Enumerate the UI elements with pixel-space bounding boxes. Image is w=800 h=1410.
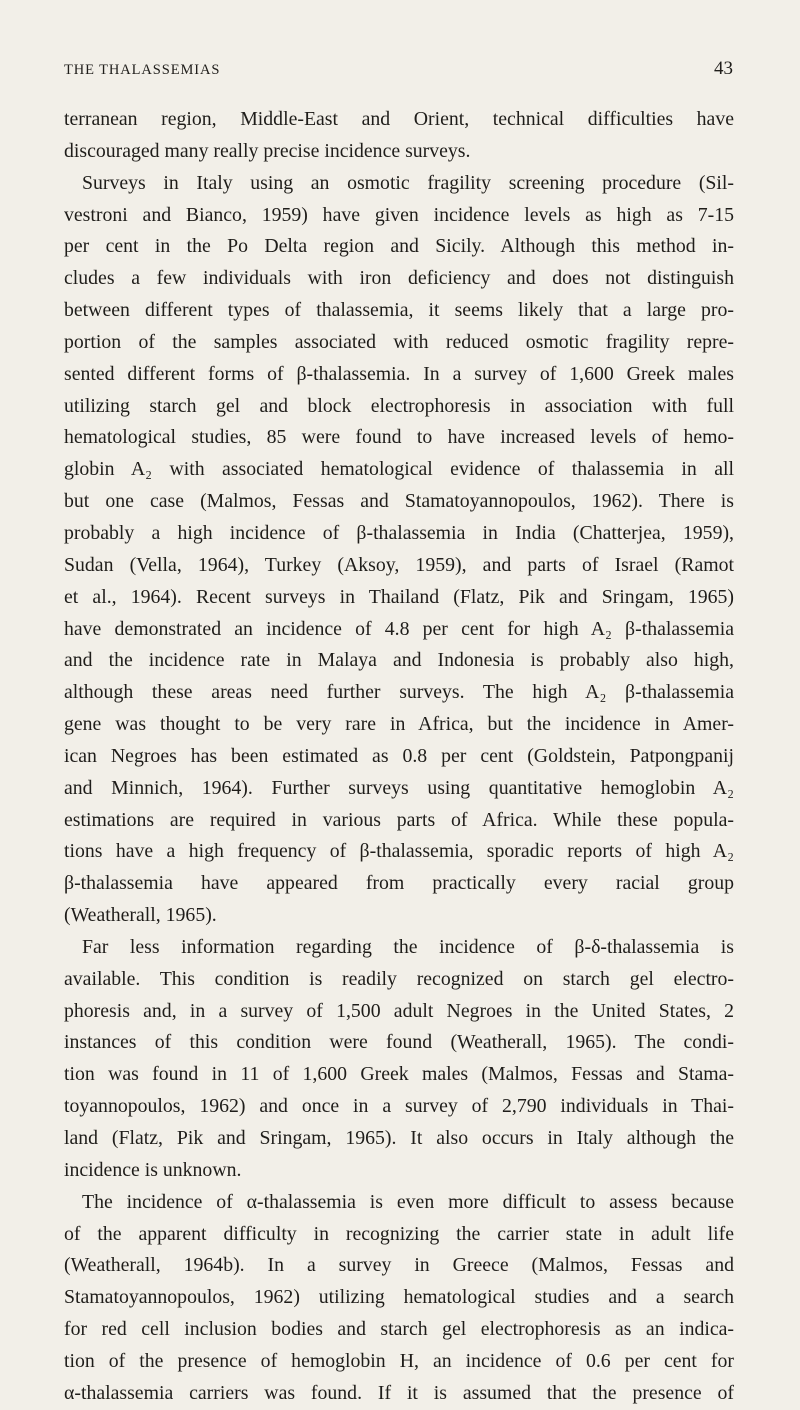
text-line: estimations are required in various parts of Africa. While these popula- xyxy=(64,808,734,831)
text-line: between different types of thalassemia, it seems likely that a large pro- xyxy=(64,299,734,322)
text-line: β-thalassemia have appeared from practically every racial group xyxy=(64,872,734,895)
text-line: per cent in the Po Delta region and Sicily. Although this method in- xyxy=(64,235,734,258)
text-line: incidence is unknown. xyxy=(64,1158,242,1181)
text-line: gene was thought to be very rare in Africa, but the incidence in Amer- xyxy=(64,713,734,736)
page-number: 43 xyxy=(714,58,733,79)
text-line: available. This condition is readily recognized on starch gel electro- xyxy=(64,967,734,990)
text-line: (Weatherall, 1965). xyxy=(64,904,217,927)
text-line: but one case (Malmos, Fessas and Stamatoyannopoulos, 1962). There is xyxy=(64,490,734,513)
text-line: and the incidence rate in Malaya and Indonesia is probably also high, xyxy=(64,649,734,672)
text-line: tion of the presence of hemoglobin H, an incidence of 0.6 per cent for xyxy=(64,1349,734,1372)
text-line: discouraged many really precise incidence surveys. xyxy=(64,139,471,162)
body-text xyxy=(64,104,734,1410)
text-line: probably a high incidence of β-thalassemia in India (Chatterjea, 1959), xyxy=(64,521,734,544)
text-line: instances of this condition were found (Weatherall, 1965). The condi- xyxy=(64,1031,734,1054)
running-head: THE THALASSEMIAS xyxy=(64,62,221,78)
text-line: vestroni and Bianco, 1959) have given incidence levels as high as 7-15 xyxy=(64,203,734,226)
text-line: sented different forms of β-thalassemia. In a survey of 1,600 Greek males xyxy=(64,362,734,385)
text-line: (Weatherall, 1964b). In a survey in Greece (Malmos, Fessas and xyxy=(64,1254,734,1277)
text-line: have demonstrated an incidence of 4.8 per cent for high A₂ β-thalassemia xyxy=(64,617,734,640)
text-line: of the apparent difficulty in recognizing the carrier state in adult life xyxy=(64,1222,734,1245)
text-line: and Minnich, 1964). Further surveys using quantitative hemoglobin A₂ xyxy=(64,776,734,799)
text-line: The incidence of α-thalassemia is even more difficult to assess because xyxy=(82,1190,734,1213)
text-line: for red cell inclusion bodies and starch gel electrophoresis as an indica- xyxy=(64,1318,734,1341)
text-line: et al., 1964). Recent surveys in Thailand (Flatz, Pik and Sringam, 1965) xyxy=(64,585,734,608)
text-line: Surveys in Italy using an osmotic fragility screening procedure (Sil- xyxy=(82,171,734,194)
text-line: toyannopoulos, 1962) and once in a survey of 2,790 individuals in Thai- xyxy=(64,1095,734,1118)
text-line: Stamatoyannopoulos, 1962) utilizing hematological studies and a search xyxy=(64,1286,734,1309)
text-line: land (Flatz, Pik and Sringam, 1965). It also occurs in Italy although the xyxy=(64,1127,734,1149)
text-line: Far less information regarding the incidence of β-δ-thalassemia is xyxy=(82,935,734,958)
text-line: although these areas need further surveys. The high A₂ β-thalassemia xyxy=(64,681,734,704)
text-line: Sudan (Vella, 1964), Turkey (Aksoy, 1959), and parts of Israel (Ramot xyxy=(64,553,734,576)
text-line: phoresis and, in a survey of 1,500 adult Negroes in the United States, 2 xyxy=(64,999,734,1022)
text-line: α-thalassemia carriers was found. If it is assumed that the presence of xyxy=(64,1381,734,1404)
text-line: terranean region, Middle-East and Orient, technical difficulties have xyxy=(64,108,734,130)
text-line: portion of the samples associated with reduced osmotic fragility repre- xyxy=(64,330,734,353)
text-line: globin A₂ with associated hematological evidence of thalassemia in all xyxy=(64,458,734,481)
text-line: ican Negroes has been estimated as 0.8 per cent (Goldstein, Patpongpanij xyxy=(64,744,734,767)
text-line: hematological studies, 85 were found to have increased levels of hemo- xyxy=(64,426,734,449)
text-line: cludes a few individuals with iron deficiency and does not distinguish xyxy=(64,267,734,290)
text-line: tion was found in 11 of 1,600 Greek males (Malmos, Fessas and Stama- xyxy=(64,1063,734,1086)
page-header xyxy=(64,58,733,88)
text-line: tions have a high frequency of β-thalassemia, sporadic reports of high A₂ xyxy=(64,840,734,863)
text-line: utilizing starch gel and block electrophoresis in association with full xyxy=(64,394,734,417)
